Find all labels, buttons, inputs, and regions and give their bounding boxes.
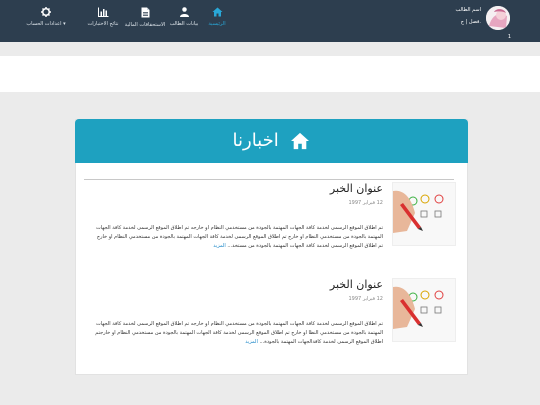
news-thumbnail[interactable] (392, 182, 456, 246)
gear-icon (22, 7, 70, 19)
nav-account-settings[interactable] (22, 7, 70, 27)
nav-label: الرئيسية (208, 21, 226, 27)
home-icon (193, 7, 241, 19)
nav-label: اعدادات الحساب ▾ (26, 21, 66, 27)
home-icon (279, 130, 311, 151)
page-banner (0, 56, 540, 92)
news-body-text: تم اطلاق الموقع الرسمى لخدمة كافة الجهات المهتمة بالجودة من مستخدمي النظام او خارجه تم اطلاق الموقع الرسمى لخدمة كافة الجهات المهتمة بالجودة من مستخدمي النظام او خارج تم اطلاق الموقع الرسمى لخدمة كافة الجهات المهتمة بالجودة من مستخدمي النظام او خارج تم اطلاق الموقع الرسمى لخدمة كافة الجهات المهتمة بالجودة من مستخد... (95, 225, 383, 249)
nav-label: بيانات الطالب (169, 21, 199, 27)
avatar[interactable] (486, 6, 510, 30)
top-navbar (0, 0, 540, 42)
nav-label: نتائج الاختبارات (87, 21, 119, 27)
news-date: 12 فبراير 1997 (348, 200, 383, 206)
news-thumbnail[interactable] (392, 278, 456, 342)
news-date: 12 فبراير 1997 (348, 296, 383, 302)
bar-chart-icon (79, 7, 127, 19)
news-item (84, 182, 456, 250)
divider (84, 179, 454, 180)
news-title[interactable]: عنوان الخبر (329, 182, 383, 195)
nav-label: الاستحقاقات المالية (124, 22, 166, 28)
nav-exam-results[interactable] (79, 7, 127, 27)
notification-count: 1 (507, 34, 511, 40)
news-item (84, 278, 456, 346)
news-title[interactable]: عنوان الخبر (329, 278, 383, 291)
student-name: اسم الطالب (455, 7, 481, 13)
nav-home[interactable] (193, 7, 241, 27)
read-more-link[interactable]: المزيد (213, 243, 226, 249)
read-more-link[interactable]: المزيد (245, 339, 258, 345)
profile-links[interactable]: فصل | ج. (460, 19, 481, 25)
news-panel (75, 119, 468, 375)
news-body-text: تم اطلاق الموقع الرسمى لخدمة كافة الجهات المهتمة بالجودة من مستخدمي النظام او خارجه تم اطلاق الموقع الرسمى لخدمة كافة الجهات المهتمة بالجودة من مستخدمي النظا او خارج تم اطلاق الموقع الرسمى لخدمة كافة الجهات المهتمة بالجودة من مستخدمي النظام او خارجتم اطلاق الموقع الرسمى لخدمة كافةالجهات المهتمة بالجودة... (95, 321, 383, 345)
news-body (91, 224, 383, 251)
news-panel-title-wrap (233, 119, 311, 163)
news-panel-header (75, 119, 468, 163)
news-body (91, 320, 383, 347)
news-panel-title: اخبارنا (232, 130, 279, 151)
